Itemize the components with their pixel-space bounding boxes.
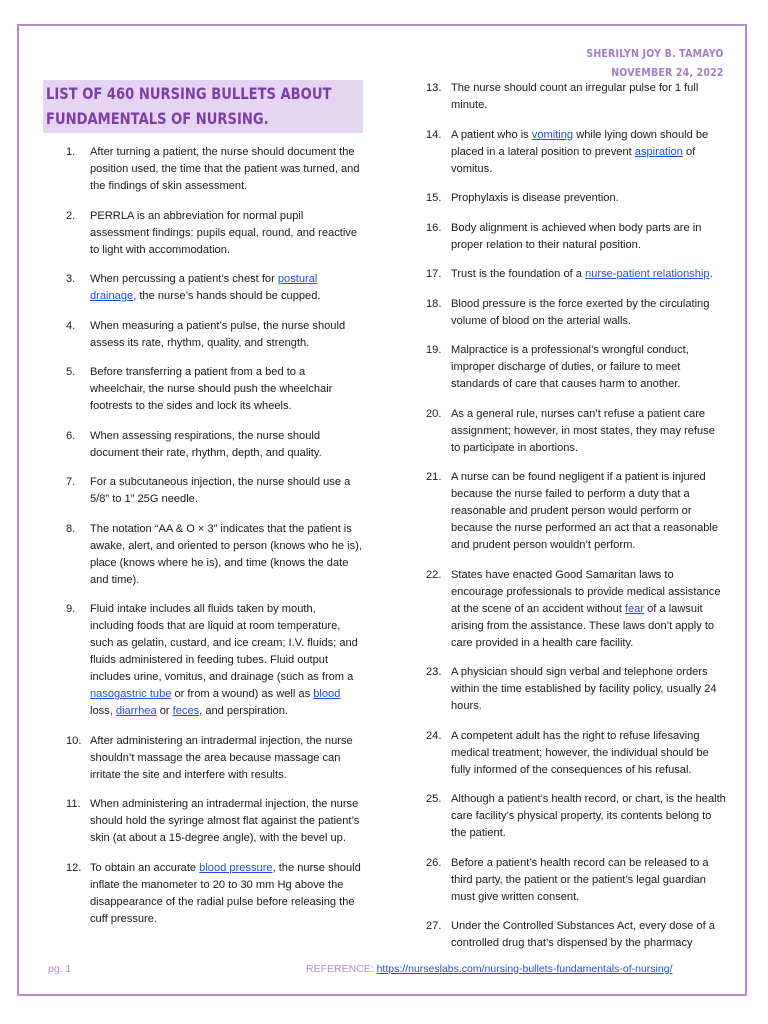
item-number: 6. xyxy=(66,429,76,442)
list-item xyxy=(66,521,362,589)
text-run: Although a patient’s health record, or chart, is the health care facility’s physical property, its contents belong to the patient. xyxy=(451,793,726,839)
text-run: or from a wound) as well as xyxy=(171,688,314,700)
item-text xyxy=(90,798,359,844)
text-run: , the nurse should inflate the manometer to 20 to 30 mm Hg above the disappearance of the radial pulse before releasing the cuff pressure. xyxy=(90,861,361,925)
page-number: pg. 1 xyxy=(48,963,72,975)
item-number: 15. xyxy=(426,192,442,204)
list-item xyxy=(426,296,726,330)
inline-link[interactable]: postural drainage xyxy=(90,273,318,302)
text-run: Before a patient’s health record can be released to a third party, the patient or the patient’s legal guardian must give written consent. xyxy=(451,856,709,903)
item-number: 4. xyxy=(66,319,76,332)
list-item xyxy=(66,860,362,928)
inline-link[interactable]: aspiration xyxy=(634,145,683,158)
list-item xyxy=(426,664,726,715)
item-number: 1. xyxy=(66,146,76,158)
text-run: of vomitus. xyxy=(451,145,696,175)
list-item xyxy=(426,791,726,842)
item-number: 27. xyxy=(426,920,442,932)
title-line-1: LIST OF 460 NURSING BULLETS ABOUT xyxy=(46,84,332,103)
text-run: of a lawsuit arising from the assistance. These laws don’t apply to care provided in a health care facility. xyxy=(451,602,715,649)
page-title xyxy=(46,81,332,131)
text-run: Malpractice is a professional’s wrongful conduct, improper discharge of duties, or failure to meet standards of care that causes harm to another. xyxy=(451,344,689,390)
text-run: To obtain an accurate xyxy=(90,861,200,874)
list-item xyxy=(66,601,362,720)
bullet-list-left xyxy=(66,144,362,940)
item-text xyxy=(451,666,717,712)
item-text xyxy=(90,210,357,256)
list-item xyxy=(426,220,726,254)
inline-link[interactable]: blood xyxy=(313,688,341,700)
item-number: 21. xyxy=(426,471,442,483)
text-run: When measuring a patient’s pulse, the nurse should assess its rate, rhythm, quality, and strength. xyxy=(90,319,346,349)
text-run: or xyxy=(156,705,173,717)
text-run: After turning a patient, the nurse should document the position used, the time that the patient was turned, and the findings of skin assessment. xyxy=(90,146,360,192)
item-text xyxy=(90,320,345,349)
item-number: 18. xyxy=(426,297,442,310)
text-run: When percussing a patient’s chest for xyxy=(90,273,278,285)
item-text xyxy=(451,920,715,949)
list-item xyxy=(426,190,726,207)
text-run: As a general rule, nurses can’t refuse a patient care assignment; however, in most states, they may refuse to participate in abortions. xyxy=(451,407,715,454)
item-text xyxy=(90,273,320,302)
text-run: while lying down should be placed in a lateral position to prevent xyxy=(451,128,709,158)
list-item xyxy=(66,364,362,415)
item-text xyxy=(451,569,720,649)
text-run: Prophylaxis is disease prevention. xyxy=(451,192,619,204)
inline-link[interactable]: nurse-patient relationship xyxy=(585,268,710,280)
item-number: 23. xyxy=(426,666,442,678)
text-run: , and perspiration. xyxy=(199,705,288,717)
item-number: 24. xyxy=(426,729,442,742)
inline-link[interactable]: feces xyxy=(172,705,200,717)
list-item xyxy=(66,144,362,195)
item-text xyxy=(451,222,701,251)
item-text xyxy=(90,366,332,412)
item-text xyxy=(451,192,619,204)
list-item xyxy=(66,474,362,508)
inline-link[interactable]: nasogastric tube xyxy=(90,688,172,700)
text-run: PERRLA is an abbreviation for normal pupil assessment findings: pupils equal, round, and reactive to light with accommodation. xyxy=(90,209,358,256)
item-text xyxy=(90,146,360,192)
item-number: 25. xyxy=(426,793,442,805)
text-run: States have enacted Good Samaritan laws to encourage professionals to provide medical assistance at the scene of an accident without xyxy=(451,568,721,615)
inline-link[interactable]: vomiting xyxy=(531,128,574,141)
text-run: The notation “AA & O × 3” indicates that the patient is awake, alert, and oriented to person (knows who he is), place (knows where he is), and time (knows the date and time). xyxy=(90,522,362,586)
item-number: 19. xyxy=(426,344,442,356)
item-text xyxy=(451,857,709,903)
item-number: 12. xyxy=(66,861,82,874)
text-run: . xyxy=(709,268,713,280)
item-text xyxy=(451,82,698,111)
list-item xyxy=(66,271,362,305)
item-text xyxy=(451,793,726,839)
document-date: NOVEMBER 24, 2022 xyxy=(611,66,724,79)
text-run: loss, xyxy=(90,705,116,717)
list-item xyxy=(426,918,726,952)
text-run: , the nurse’s hands should be cupped. xyxy=(133,290,321,302)
item-text xyxy=(451,298,709,327)
list-item xyxy=(426,406,726,457)
text-run: Fluid intake includes all fluids taken by mouth, including foods that are liquid at room temperature, such as gelatin, custard, and ice cream; I.V. fluids; and fluids administered in feeding tubes. Fluid output includes urine, vomitus, and drainage (such as from a xyxy=(90,603,358,683)
list-item xyxy=(66,318,362,352)
text-run: A competent adult has the right to refuse lifesaving medical treatment; however, the individual should be fully informed of the consequences of his refusal. xyxy=(451,729,709,776)
item-number: 7. xyxy=(66,476,76,488)
item-text xyxy=(90,430,322,459)
item-number: 16. xyxy=(426,221,442,234)
title-line-2: FUNDAMENTALS OF NURSING. xyxy=(46,109,269,128)
item-number: 2. xyxy=(66,209,76,222)
item-text xyxy=(451,730,709,776)
inline-link[interactable]: blood pressure xyxy=(199,861,273,874)
text-run: A physician should sign verbal and telephone orders within the time established by facility policy, usually 24 hours. xyxy=(451,666,717,712)
list-item xyxy=(426,728,726,779)
item-number: 13. xyxy=(426,82,442,94)
list-item xyxy=(66,796,362,847)
author-name: SHERILYN JOY B. TAMAYO xyxy=(586,47,724,60)
item-text xyxy=(451,129,708,175)
item-number: 8. xyxy=(66,522,76,535)
text-run: The nurse should count an irregular pulse for 1 full minute. xyxy=(451,82,699,111)
text-run: Trust is the foundation of a xyxy=(451,268,586,280)
reference-label: REFERENCE: xyxy=(306,963,377,975)
text-run: A nurse can be found negligent if a patient is injured because the nurse failed to perform a duty that a reasonable and prudent person would perform or because the nurse performed an act that a reasonable and prudent person wouldn’t perform. xyxy=(451,471,719,551)
list-item xyxy=(66,733,362,784)
item-text xyxy=(90,735,353,781)
list-item xyxy=(66,428,362,462)
list-item xyxy=(426,567,726,652)
item-number: 14. xyxy=(426,128,442,141)
text-run: Before transferring a patient from a bed to a wheelchair, the nurse should push the wheelchair footrests to the sides and lock its wheels. xyxy=(90,366,333,412)
author-block xyxy=(587,44,724,82)
item-text xyxy=(451,408,715,454)
inline-link[interactable]: diarrhea xyxy=(115,705,157,717)
item-number: 3. xyxy=(66,273,76,285)
item-number: 9. xyxy=(66,603,76,615)
item-text xyxy=(90,603,358,717)
item-text xyxy=(451,344,689,390)
text-run: Blood pressure is the force exerted by the circulating volume of blood on the arterial walls. xyxy=(451,297,710,327)
item-text xyxy=(451,471,718,551)
list-item xyxy=(426,342,726,393)
list-item xyxy=(426,855,726,906)
item-text xyxy=(90,523,362,586)
text-run: Under the Controlled Substances Act, every dose of a controlled drug that’s dispensed by the pharmacy xyxy=(451,920,715,949)
item-number: 22. xyxy=(426,568,442,581)
list-item xyxy=(426,469,726,554)
list-item xyxy=(426,266,726,283)
item-number: 10. xyxy=(66,734,82,747)
item-text xyxy=(90,476,350,505)
item-number: 11. xyxy=(66,798,81,810)
item-text xyxy=(90,862,361,925)
item-number: 5. xyxy=(66,366,76,378)
text-run: When assessing respirations, the nurse should document their rate, rhythm, depth, and quality. xyxy=(90,429,322,459)
item-number: 17. xyxy=(426,268,442,280)
text-run: Body alignment is achieved when body parts are in proper relation to their natural position. xyxy=(451,221,702,251)
item-number: 20. xyxy=(426,407,442,420)
text-run: After administering an intradermal injection, the nurse shouldn’t massage the area because massage can irritate the site and interfere with results. xyxy=(90,734,353,781)
list-item xyxy=(66,208,362,259)
reference-link[interactable]: https://nurseslabs.com/nursing-bullets-fundamentals-of-nursing/ xyxy=(376,963,673,975)
inline-link[interactable]: fear xyxy=(624,602,645,615)
bullet-list-right xyxy=(426,80,726,965)
text-run: When administering an intradermal injection, the nurse should hold the syringe almost flat against the patient’s skin (at about a 15-degree angle), with the bevel up. xyxy=(90,798,360,844)
item-text xyxy=(451,268,713,280)
text-run: A patient who is xyxy=(451,128,532,141)
item-number: 26. xyxy=(426,856,442,869)
list-item xyxy=(426,80,726,114)
list-item xyxy=(426,127,726,178)
text-run: For a subcutaneous injection, the nurse should use a 5/8” to 1” 25G needle. xyxy=(90,476,351,505)
reference xyxy=(306,963,673,975)
